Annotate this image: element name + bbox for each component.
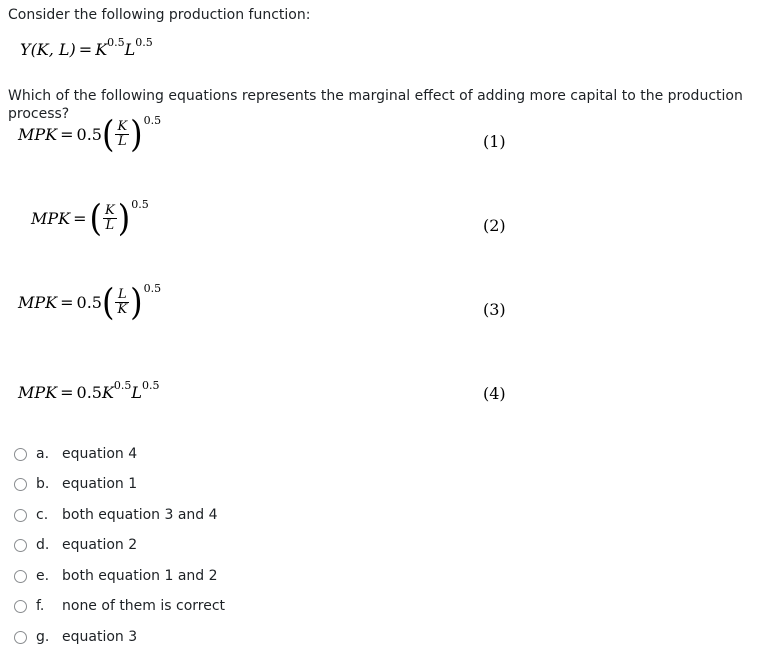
option-letter: a.	[36, 446, 50, 462]
option-text: both equation 3 and 4	[62, 507, 218, 523]
eq1-numerator: K	[117, 118, 128, 134]
option-letter: g.	[36, 629, 50, 645]
eq2-numerator: K	[105, 202, 115, 218]
radio-icon[interactable]	[14, 539, 27, 552]
radio-icon[interactable]	[14, 570, 27, 583]
eq3-equals: =	[60, 292, 74, 312]
eq3-right-paren: )	[130, 280, 143, 324]
eq1-right-paren: )	[130, 112, 143, 156]
equation-4	[18, 379, 160, 402]
eq1-exponent: 0.5	[143, 114, 162, 127]
pf-k-exp: 0.5	[107, 36, 125, 49]
eq4-l-exp: 0.5	[142, 379, 160, 392]
equation-2	[31, 196, 149, 240]
option-letter: e.	[36, 568, 50, 584]
option-b[interactable]	[14, 476, 137, 492]
eq3-denominator: K	[117, 301, 128, 317]
option-text: equation 1	[62, 476, 138, 492]
radio-icon[interactable]	[14, 509, 27, 522]
equation-1-number: (1)	[483, 132, 506, 151]
option-g[interactable]	[14, 629, 137, 645]
radio-icon[interactable]	[14, 448, 27, 461]
radio-icon[interactable]	[14, 478, 27, 491]
eq1-equals: =	[60, 124, 74, 144]
option-letter: f.	[36, 598, 45, 614]
eq3-fraction	[115, 288, 129, 317]
equation-2-number: (2)	[483, 216, 506, 235]
eq2-denominator: L	[105, 217, 115, 233]
radio-icon[interactable]	[14, 631, 27, 644]
pf-l: L	[124, 40, 136, 59]
radio-icon[interactable]	[14, 600, 27, 613]
option-text: none of them is correct	[62, 598, 226, 614]
eq1-coef: 0.5	[76, 124, 102, 144]
pf-l-exp: 0.5	[135, 36, 153, 49]
eq2-lhs: MPK	[31, 208, 71, 228]
option-text: equation 4	[62, 446, 138, 462]
eq4-equals: =	[60, 383, 74, 402]
eq2-equals: =	[73, 208, 87, 228]
question-intro: Consider the following production function:	[8, 7, 311, 23]
equation-3	[18, 280, 162, 324]
eq2-left-paren: (	[89, 196, 102, 240]
eq3-coef: 0.5	[76, 292, 102, 312]
option-letter: b.	[36, 476, 50, 492]
eq1-lhs: MPK	[18, 124, 58, 144]
eq4-l: L	[131, 383, 143, 402]
option-c[interactable]	[14, 507, 218, 523]
eq2-exponent: 0.5	[131, 198, 149, 211]
eq1-fraction	[115, 120, 129, 149]
option-a[interactable]	[14, 446, 137, 462]
pf-equals: =	[78, 40, 93, 59]
eq2-fraction	[103, 204, 117, 233]
option-letter: d.	[36, 537, 50, 553]
eq3-left-paren: (	[101, 280, 115, 324]
option-letter: c.	[36, 507, 49, 523]
pf-k: K	[95, 40, 108, 59]
equation-4-number: (4)	[483, 384, 506, 403]
question-prompt: Which of the following equations represents the marginal effect of adding more capital to the production process?	[8, 88, 743, 122]
eq1-left-paren: (	[101, 112, 115, 156]
eq4-k-exp: 0.5	[113, 379, 132, 392]
eq4-k: K	[101, 383, 114, 402]
option-text: both equation 1 and 2	[62, 568, 218, 584]
option-d[interactable]	[14, 537, 137, 553]
eq1-denominator: L	[117, 133, 127, 149]
equation-1	[18, 112, 162, 156]
option-text: equation 3	[62, 629, 138, 645]
equation-3-number: (3)	[483, 300, 506, 319]
eq4-coef: 0.5	[76, 383, 102, 402]
eq4-lhs: MPK	[18, 383, 58, 402]
option-text: equation 2	[62, 537, 138, 553]
production-function	[20, 36, 153, 59]
option-e[interactable]	[14, 568, 218, 584]
eq2-right-paren: )	[117, 196, 131, 240]
eq3-numerator: L	[117, 286, 127, 302]
option-f[interactable]	[14, 598, 225, 614]
pf-lhs: Y(K, L)	[20, 40, 76, 59]
eq3-exponent: 0.5	[143, 282, 162, 295]
eq3-lhs: MPK	[18, 292, 58, 312]
